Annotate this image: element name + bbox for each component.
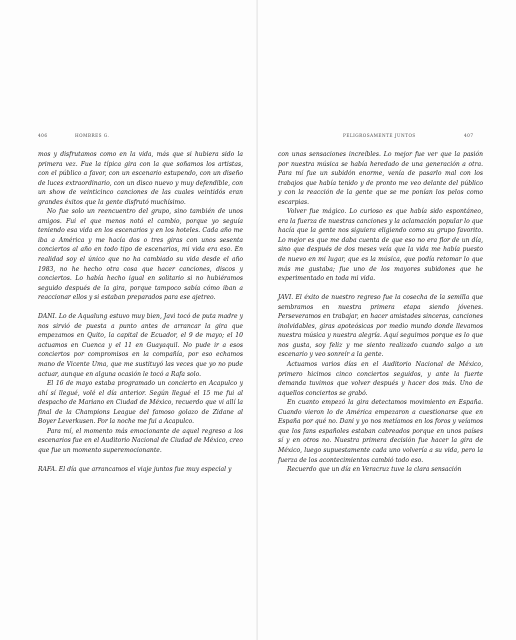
right-paragraph-1: con unas sensaciones increíbles. Lo mejor fue ver que la pasión por nuestra música se había heredado de una generación a otra. Para mí fue un subidón enorme, venía de pasarlo mal con los trabajos que había tenido y de pronto me veo delante del público y con la reacción de la gente que se me ponían los pelos como escarpias. xyxy=(278,151,483,206)
left-paragraph-1: mos y disfrutamos como en la vida, más que si hubiera sido la primera vez. Fue la típica gira con la que soñamos los artistas, con el público a favor, con un escenario estupendo, con un diseño de luces extraordinario, con un disco nuevo y muy defendible, con un show de veinticinco canciones de las cuales veintidós eran grandes éxitos que la gente disfrutó muchísimo. xyxy=(38,151,243,206)
left-running-head: HOMBRES G. xyxy=(75,133,110,138)
right-paragraph-2: Volver fue mágico. Lo curioso es que había sido espontáneo, era la fuerza de nuestras canciones y la aclamación popular lo que hacía que la gente nos siguiera eligiendo como su grupo favorito. Lo mejor es que me daba cuenta de que eso no era flor de un día, sino que después de dos meses veía que la vida me había puesto de nuevo en mi lugar, que es la música, que podía retomar lo que más me gustaba; fue uno de los mayores subidones que he experimentado en toda mi vida. xyxy=(278,208,483,283)
right-page xyxy=(258,0,516,640)
right-running-head: PELIGROSAMENTE JUNTOS xyxy=(343,133,416,138)
right-paragraph-3: JAVI. El éxito de nuestro regreso fue la cosecha de la semilla que sembramos en nuestra primera etapa siendo jóvenes. Perseveramos en trabajar, en hacer amistades sinceras, canciones inolvidables, giras apoteósicas por medio mundo donde llevamos nuestra música y nuestra alegría. Aquí seguimos porque es lo que nos gusta, soy feliz y me siento realizado cuando salgo a un escenario y veo sonreír a la gente. xyxy=(278,294,483,359)
right-body-text xyxy=(278,150,483,475)
right-page-number: 407 xyxy=(464,133,474,138)
left-paragraph-2: No fue solo un reencuentro del grupo, sino también de unos amigos. Fui el que menos notó el cambio, porque yo seguía teniendo esa vida en los escenarios y en los hoteles. Cada año me iba a América y me hacía dos o tres giras con unos sesenta conciertos al año en todo tipo de escenarios, mi vida era eso. En realidad soy el único que no ha cambiado su vida desde el año 1983, no he hecho otra cosa que hacer canciones, discos y conciertos. Lo había hecho igual en solitario si no hubiéramos seguido después de la gira, porque tampoco sabía cómo iban a reaccionar ellos y si estaban preparados para ese ajetreo. xyxy=(38,208,243,302)
right-paragraph-4: Actuamos varios días en el Auditorio Nacional de México, primero hicimos cinco conciertos seguidos, y ante la fuerte demanda tuvimos que volver después y hacer dos más. Uno de aquellos conciertos se grabó. xyxy=(278,361,483,397)
left-page-number: 406 xyxy=(38,133,48,138)
right-paragraph-5: En cuanto empezó la gira detectamos movimiento en España. Cuando vieron lo de América empezaron a cuestionarse que en España por qué no. Dani y yo nos metíamos en los foros y veíamos que los fans españoles estaban cabreados porque en unos países sí y en otros no. Nuestra primera decisión fue hacer la gira de México, luego supuestamente cada uno volvería a su vida, pero la fuerza de los acontecimientos cambió todo eso. xyxy=(278,399,483,464)
left-paragraph-5: Para mí, el momento más emocionante de aquel regreso a los escenarios fue en el Auditorio Nacional de Ciudad de México, creo que fue un momento superemocionante. xyxy=(38,427,243,454)
left-paragraph-6: RAFA. El día que arrancamos el viaje juntos fue muy especial y xyxy=(38,466,232,474)
left-body-text xyxy=(38,150,243,475)
right-paragraph-6: Recuerdo que un día en Veracruz tuve la clara sensación xyxy=(287,466,462,474)
left-paragraph-4: El 16 de mayo estaba programado un concierto en Acapulco y ahí sí llegué, volé el día anterior. Según llegué el 15 me fui al despacho de Mariano en Ciudad de México, recuerdo que vi allí la final de la Champions League del famoso golazo de Zidane al Boyer Leverkusen. Por la noche me fui a Acapulco. xyxy=(38,380,243,426)
left-paragraph-3: DANI. Lo de Aqualung estuvo muy bien, Javi tocó de puta madre y nos sirvió de puesta a punto antes de arrancar la gira que empezamos en Quito, la capital de Ecuador, el 9 de mayo; el 10 actuamos en Cuenca y el 11 en Guayaquil. No pude ir a esos conciertos por compromisos en la compañía, por eso echamos mano de Vicente Uma, que me sustituyó las veces que yo no pude actuar, aunque en alguna ocasión le tocó a Rafa solo. xyxy=(38,313,243,378)
